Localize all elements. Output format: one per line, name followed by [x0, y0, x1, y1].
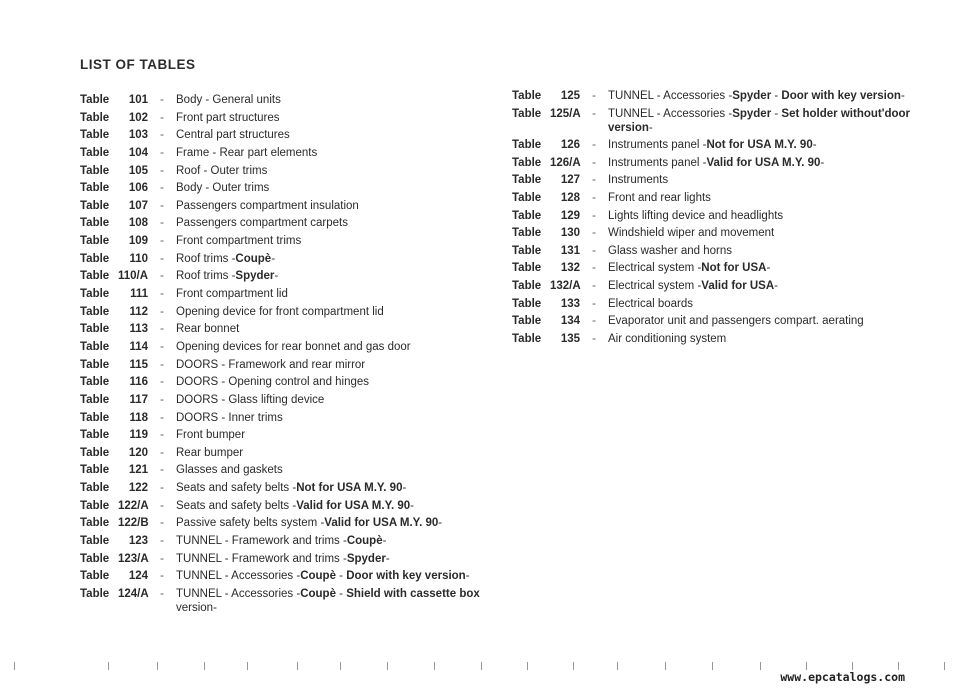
separator-dash: - — [592, 297, 596, 310]
table-label: Table — [80, 235, 110, 248]
table-description: Roof trims -Coupè- — [176, 252, 276, 265]
table-label: Table — [80, 270, 110, 283]
table-label: Table — [80, 446, 110, 459]
table-label: Table — [512, 209, 542, 222]
table-description: TUNNEL - Accessories -Coupè - Shield with cassette box version- — [176, 587, 480, 614]
separator-dash: - — [160, 429, 164, 442]
table-label: Table — [80, 111, 110, 124]
table-number: 110/A — [118, 270, 149, 283]
table-row — [512, 173, 922, 187]
table-label: Table — [512, 332, 542, 345]
ruler-tick — [297, 662, 298, 670]
separator-dash: - — [160, 517, 164, 530]
table-row — [80, 322, 500, 336]
table-description: Instruments panel -Valid for USA M.Y. 90- — [608, 156, 825, 169]
table-number: 129 — [560, 209, 580, 222]
table-label: Table — [512, 315, 542, 328]
separator-dash: - — [160, 164, 164, 177]
separator-dash: - — [160, 305, 164, 318]
table-row — [80, 340, 500, 354]
separator-dash: - — [160, 252, 164, 265]
table-label: Table — [80, 429, 110, 442]
table-description: Seats and safety belts -Valid for USA M.Y. 90- — [176, 499, 414, 512]
separator-dash: - — [160, 482, 164, 495]
separator-dash: - — [160, 217, 164, 230]
separator-dash: - — [160, 376, 164, 389]
ruler-tick — [898, 662, 899, 670]
table-row — [512, 89, 922, 103]
table-label: Table — [80, 535, 110, 548]
separator-dash: - — [160, 552, 164, 565]
ruler-tick — [204, 662, 205, 670]
table-description: Evaporator unit and passengers compart. aerating — [608, 315, 864, 328]
ruler-tick — [340, 662, 341, 670]
ruler-tick — [14, 662, 15, 670]
table-label: Table — [80, 376, 110, 389]
table-number: 114 — [129, 340, 148, 353]
table-description: Electrical system -Valid for USA- — [608, 279, 778, 292]
separator-dash: - — [592, 209, 596, 222]
table-number: 110 — [129, 252, 148, 265]
table-number: 130 — [560, 227, 580, 240]
table-number: 128 — [560, 191, 580, 204]
table-number: 132/A — [550, 279, 581, 292]
table-description: TUNNEL - Framework and trims -Spyder- — [176, 552, 390, 565]
separator-dash: - — [160, 570, 164, 583]
table-number: 118 — [129, 411, 148, 424]
table-description: Passengers compartment insulation — [176, 199, 359, 212]
ruler-tick — [247, 662, 248, 670]
separator-dash: - — [160, 587, 164, 600]
table-number: 119 — [129, 429, 148, 442]
table-description: Body - General units — [176, 94, 281, 106]
table-number: 109 — [128, 235, 148, 248]
table-list-right — [512, 89, 922, 349]
table-label: Table — [80, 164, 110, 177]
table-row — [80, 305, 500, 319]
table-description: Passive safety belts system -Valid for USA M.Y. 90- — [176, 517, 443, 530]
table-description: TUNNEL - Framework and trims -Coupè- — [176, 535, 387, 548]
table-row — [512, 226, 922, 240]
table-label: Table — [80, 411, 110, 424]
ruler-tick — [852, 662, 853, 670]
table-number: 106 — [128, 182, 148, 195]
table-row — [512, 332, 922, 346]
footer-url[interactable]: www.epcatalogs.com — [780, 670, 905, 684]
separator-dash: - — [160, 340, 164, 353]
ruler-tick — [434, 662, 435, 670]
table-description: Front part structures — [176, 111, 280, 124]
table-number: 120 — [128, 446, 148, 459]
table-number: 126 — [560, 139, 580, 152]
table-label: Table — [80, 129, 110, 142]
table-number: 123 — [128, 535, 148, 548]
table-description: TUNNEL - Accessories -Spyder - Set holder without'door version- — [608, 107, 911, 134]
table-number: 105 — [128, 164, 148, 177]
table-description: Central part structures — [176, 129, 290, 142]
table-label: Table — [80, 464, 110, 477]
separator-dash: - — [160, 235, 164, 248]
separator-dash: - — [160, 270, 164, 283]
table-row — [80, 411, 500, 425]
table-row — [80, 481, 500, 495]
separator-dash: - — [592, 107, 596, 120]
separator-dash: - — [160, 446, 164, 459]
table-row — [80, 287, 500, 301]
table-row — [80, 252, 500, 266]
separator-dash: - — [592, 262, 596, 275]
table-row — [80, 216, 500, 230]
table-row — [80, 269, 500, 283]
table-description: DOORS - Framework and rear mirror — [176, 358, 366, 371]
table-number: 124 — [128, 570, 148, 583]
table-label: Table — [80, 482, 110, 495]
table-row — [80, 552, 500, 566]
table-row — [80, 534, 500, 548]
table-number: 127 — [560, 174, 580, 187]
table-description: Opening device for front compartment lid — [176, 305, 384, 318]
separator-dash: - — [592, 279, 596, 292]
separator-dash: - — [592, 227, 596, 240]
table-label: Table — [80, 340, 110, 353]
table-number: 133 — [560, 297, 580, 310]
table-number: 132 — [560, 262, 580, 275]
table-label: Table — [512, 139, 542, 152]
table-number: 126/A — [550, 156, 581, 169]
table-description: Rear bumper — [176, 446, 244, 459]
table-label: Table — [512, 262, 542, 275]
table-number: 122/A — [118, 499, 149, 512]
table-description: DOORS - Opening control and hinges — [176, 376, 370, 389]
table-row — [80, 146, 500, 160]
table-number: 131 — [560, 244, 580, 257]
table-description: Roof trims -Spyder- — [176, 270, 279, 283]
ruler-tick — [760, 662, 761, 670]
table-row — [80, 499, 500, 513]
table-description: Front compartment trims — [176, 235, 302, 248]
table-description: DOORS - Glass lifting device — [176, 393, 325, 406]
table-description: TUNNEL - Accessories -Coupè - Door with key version- — [176, 570, 470, 583]
table-row — [512, 156, 922, 170]
ruler-tick — [665, 662, 666, 670]
table-number: 124/A — [118, 587, 149, 600]
table-list-left — [80, 93, 500, 619]
table-label: Table — [80, 358, 110, 371]
separator-dash: - — [160, 323, 164, 336]
table-row — [80, 181, 500, 195]
table-label: Table — [80, 288, 110, 301]
table-number: 102 — [128, 111, 148, 124]
table-number: 121 — [128, 464, 148, 477]
separator-dash: - — [160, 94, 164, 106]
separator-dash: - — [160, 182, 164, 195]
table-label: Table — [512, 227, 542, 240]
table-number: 122 — [128, 482, 148, 495]
table-number: 112 — [129, 305, 148, 318]
table-description: Front bumper — [176, 429, 246, 442]
table-label: Table — [80, 94, 110, 106]
ruler-tick — [527, 662, 528, 670]
separator-dash: - — [160, 358, 164, 371]
separator-dash: - — [160, 393, 164, 406]
table-number: 113 — [129, 323, 148, 336]
table-label: Table — [80, 305, 110, 318]
ruler-tick — [387, 662, 388, 670]
table-number: 125 — [560, 90, 580, 102]
table-description: Passengers compartment carpets — [176, 217, 348, 230]
table-row — [80, 516, 500, 530]
table-row — [80, 375, 500, 389]
table-number: 107 — [128, 199, 148, 212]
separator-dash: - — [592, 174, 596, 187]
ruler-tick — [712, 662, 713, 670]
separator-dash: - — [160, 464, 164, 477]
table-description: Front compartment lid — [176, 288, 288, 301]
table-label: Table — [80, 182, 110, 195]
table-label: Table — [512, 107, 542, 120]
table-label: Table — [512, 191, 542, 204]
table-label: Table — [80, 252, 110, 265]
table-description: Rear bonnet — [176, 323, 240, 336]
table-description: Electrical system -Not for USA- — [608, 262, 771, 275]
ruler-tick — [481, 662, 482, 670]
ruler-tick — [617, 662, 618, 670]
table-row — [80, 428, 500, 442]
table-row — [80, 234, 500, 248]
table-number: 117 — [129, 393, 148, 406]
table-number: 125/A — [550, 107, 581, 120]
table-label: Table — [80, 217, 110, 230]
separator-dash: - — [160, 199, 164, 212]
separator-dash: - — [160, 111, 164, 124]
table-label: Table — [80, 517, 110, 530]
table-number: 116 — [129, 376, 148, 389]
separator-dash: - — [592, 90, 596, 102]
table-label: Table — [512, 297, 542, 310]
table-number: 101 — [128, 94, 148, 106]
table-row — [80, 128, 500, 142]
ruler-tick — [157, 662, 158, 670]
table-row — [80, 446, 500, 460]
table-row — [512, 138, 922, 152]
table-row — [80, 463, 500, 477]
table-label: Table — [512, 156, 542, 169]
table-row — [80, 393, 500, 407]
table-description: DOORS - Inner trims — [176, 411, 283, 424]
table-label: Table — [80, 587, 110, 600]
table-description: TUNNEL - Accessories -Spyder - Door with key version- — [608, 90, 905, 102]
table-description: Front and rear lights — [608, 191, 711, 204]
table-row — [512, 244, 922, 258]
table-description: Glasses and gaskets — [176, 464, 283, 477]
table-description: Lights lifting device and headlights — [608, 209, 784, 222]
table-row — [512, 297, 922, 311]
ruler-tick — [944, 662, 945, 670]
separator-dash: - — [160, 535, 164, 548]
table-row — [512, 314, 922, 328]
table-number: 111 — [130, 288, 148, 301]
table-description: Frame - Rear part elements — [176, 146, 318, 159]
table-description: Instruments — [608, 174, 669, 187]
separator-dash: - — [160, 129, 164, 142]
table-row — [80, 587, 500, 615]
table-label: Table — [512, 90, 542, 102]
table-label: Table — [80, 570, 110, 583]
table-label: Table — [80, 499, 110, 512]
table-row — [512, 191, 922, 205]
separator-dash: - — [160, 146, 164, 159]
table-row — [80, 199, 500, 213]
table-description: Body - Outer trims — [176, 182, 270, 195]
separator-dash: - — [592, 139, 596, 152]
table-number: 115 — [129, 358, 148, 371]
table-row — [80, 358, 500, 372]
table-description: Instruments panel -Not for USA M.Y. 90- — [608, 139, 817, 152]
table-label: Table — [512, 174, 542, 187]
ruler-tick — [573, 662, 574, 670]
ruler-tick — [806, 662, 807, 670]
ruler-tick — [108, 662, 109, 670]
separator-dash: - — [592, 315, 596, 328]
table-label: Table — [80, 146, 110, 159]
table-label: Table — [512, 279, 542, 292]
table-number: 108 — [128, 217, 148, 230]
table-description: Air conditioning system — [608, 332, 727, 345]
table-row — [80, 569, 500, 583]
separator-dash: - — [160, 411, 164, 424]
table-row — [512, 279, 922, 293]
table-description: Roof - Outer trims — [176, 164, 268, 177]
table-number: 135 — [560, 332, 580, 345]
separator-dash: - — [592, 191, 596, 204]
table-row — [80, 93, 500, 107]
table-row — [512, 261, 922, 275]
table-description: Windshield wiper and movement — [608, 227, 775, 240]
table-description: Electrical boards — [608, 297, 694, 310]
table-row — [80, 164, 500, 178]
page-title: LIST OF TABLES — [80, 57, 196, 72]
separator-dash: - — [592, 332, 596, 345]
table-description: Glass washer and horns — [608, 244, 733, 257]
table-row — [512, 209, 922, 223]
table-description: Seats and safety belts -Not for USA M.Y. 90- — [176, 482, 407, 495]
table-number: 123/A — [118, 552, 149, 565]
table-number: 134 — [560, 315, 580, 328]
table-number: 103 — [128, 129, 148, 142]
separator-dash: - — [592, 156, 596, 169]
separator-dash: - — [160, 499, 164, 512]
table-number: 104 — [128, 146, 148, 159]
table-label: Table — [80, 552, 110, 565]
table-label: Table — [512, 244, 542, 257]
separator-dash: - — [160, 288, 164, 301]
table-row — [80, 111, 500, 125]
table-number: 122/B — [118, 517, 149, 530]
separator-dash: - — [592, 244, 596, 257]
table-label: Table — [80, 199, 110, 212]
table-row — [512, 107, 922, 135]
table-description: Opening devices for rear bonnet and gas door — [176, 340, 411, 353]
table-label: Table — [80, 393, 110, 406]
table-label: Table — [80, 323, 110, 336]
